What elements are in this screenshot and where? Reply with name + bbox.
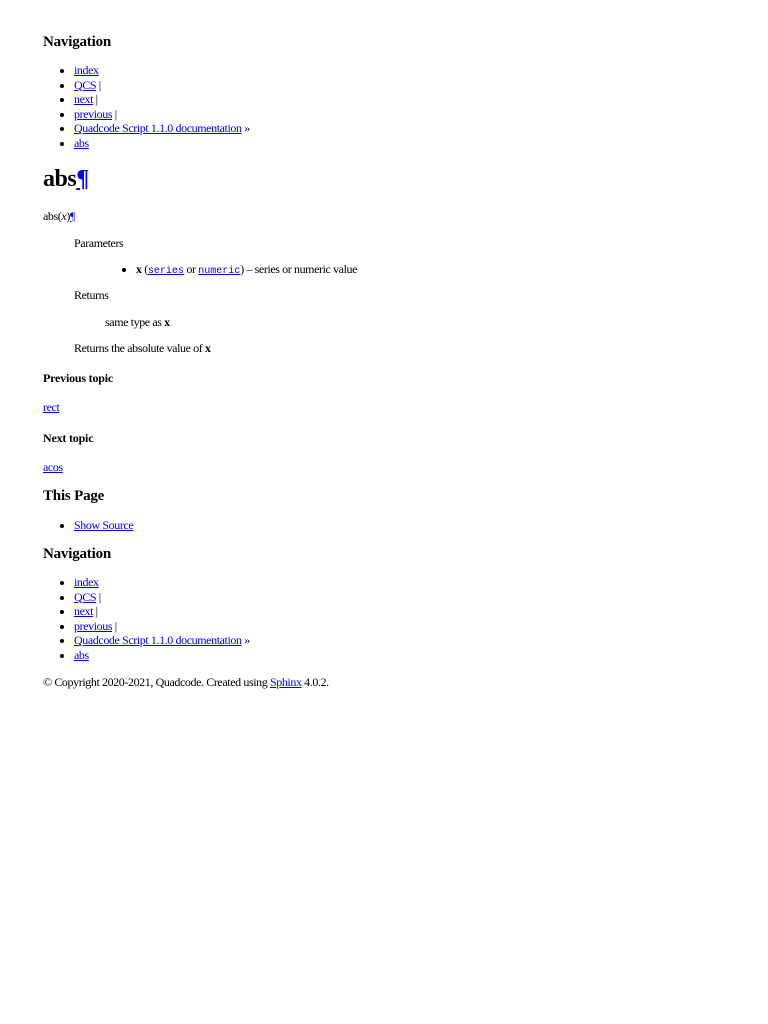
bottom-navigation-title: Navigation [43, 546, 112, 562]
type-series-code: series [147, 266, 184, 277]
nav-item-index [74, 575, 250, 590]
title-permalink[interactable]: ¶ [76, 166, 89, 192]
returns-value [105, 315, 170, 330]
show-source-item [74, 518, 133, 533]
sphinx-version: 4.0.2. [301, 675, 329, 689]
function-signature [43, 209, 75, 224]
parameters-label: Parameters [74, 236, 124, 250]
next-topic-link[interactable]: acos [43, 460, 63, 474]
previous-topic [43, 400, 59, 415]
nav-item-qcs [74, 78, 250, 93]
nav-separator: | [93, 92, 98, 107]
nav-item-previous [74, 619, 250, 634]
description-text: Returns the absolute value of [74, 341, 205, 355]
nav-item-next [74, 604, 250, 619]
returns-label: Returns [74, 288, 109, 302]
parameter-item [136, 262, 357, 280]
nav-link-next[interactable]: next [74, 92, 94, 107]
returns-text: same type as [105, 315, 165, 329]
nav-link-qcs[interactable]: QCS [74, 589, 97, 604]
previous-topic-link[interactable]: rect [43, 400, 60, 414]
nav-separator: | [96, 77, 101, 92]
signature-close-paren: ) [66, 209, 70, 223]
signature-open-paren: ( [57, 209, 62, 223]
description-arg: x [204, 341, 211, 355]
nav-item-next [74, 92, 250, 107]
sphinx-link[interactable]: Sphinx [269, 675, 302, 689]
page-title-text: abs [43, 166, 77, 192]
function-description [74, 341, 211, 356]
nav-link-abs[interactable]: abs [74, 135, 89, 150]
nav-item-docs [74, 121, 250, 136]
nav-link-next[interactable]: next [74, 604, 94, 619]
copyright-text: © Copyright 2020-2021, Quadcode. Created using [43, 675, 270, 689]
nav-link-previous[interactable]: previous [74, 618, 113, 633]
nav-separator: | [112, 618, 117, 633]
type-link-series[interactable] [148, 262, 184, 276]
param-open-paren: ( [141, 262, 148, 276]
top-navigation-list [43, 63, 250, 151]
nav-link-index[interactable]: index [74, 63, 99, 77]
show-source-link[interactable]: Show Source [74, 518, 134, 532]
nav-item-index [74, 63, 250, 78]
top-navigation-title: Navigation [43, 34, 112, 50]
nav-separator: » [241, 121, 250, 136]
next-topic [43, 460, 63, 475]
nav-link-qcs[interactable]: QCS [74, 77, 97, 92]
type-numeric-code: numeric [198, 266, 241, 277]
nav-item-previous [74, 107, 250, 122]
nav-separator: | [93, 604, 98, 619]
nav-link-docs[interactable]: Quadcode Script 1.1.0 documentation [74, 633, 242, 648]
bottom-navigation-list [43, 575, 250, 663]
signature-permalink[interactable]: ¶ [69, 209, 75, 223]
param-description: ) – series or numeric value [240, 262, 358, 276]
nav-link-previous[interactable]: previous [74, 106, 113, 121]
this-page-title: This Page [43, 488, 105, 504]
next-topic-title: Next topic [43, 431, 94, 445]
param-name: x [136, 262, 142, 276]
nav-link-index[interactable]: index [74, 575, 99, 589]
nav-item-abs [74, 136, 250, 151]
nav-item-abs [74, 648, 250, 663]
nav-separator: | [112, 106, 117, 121]
param-or: or [183, 262, 199, 276]
signature-arg: x [61, 209, 67, 223]
nav-item-qcs [74, 590, 250, 605]
nav-separator: | [96, 589, 101, 604]
this-page-list [43, 518, 133, 533]
parameters-list [105, 262, 357, 280]
returns-arg: x [164, 315, 170, 329]
previous-topic-title: Previous topic [43, 371, 113, 385]
signature-name: abs [43, 209, 58, 223]
nav-item-docs [74, 633, 250, 648]
nav-link-docs[interactable]: Quadcode Script 1.1.0 documentation [74, 121, 242, 136]
page-title [43, 166, 89, 193]
nav-link-abs[interactable]: abs [74, 647, 89, 662]
nav-separator: » [241, 633, 250, 648]
footer [43, 675, 329, 690]
type-link-numeric[interactable] [198, 262, 240, 276]
